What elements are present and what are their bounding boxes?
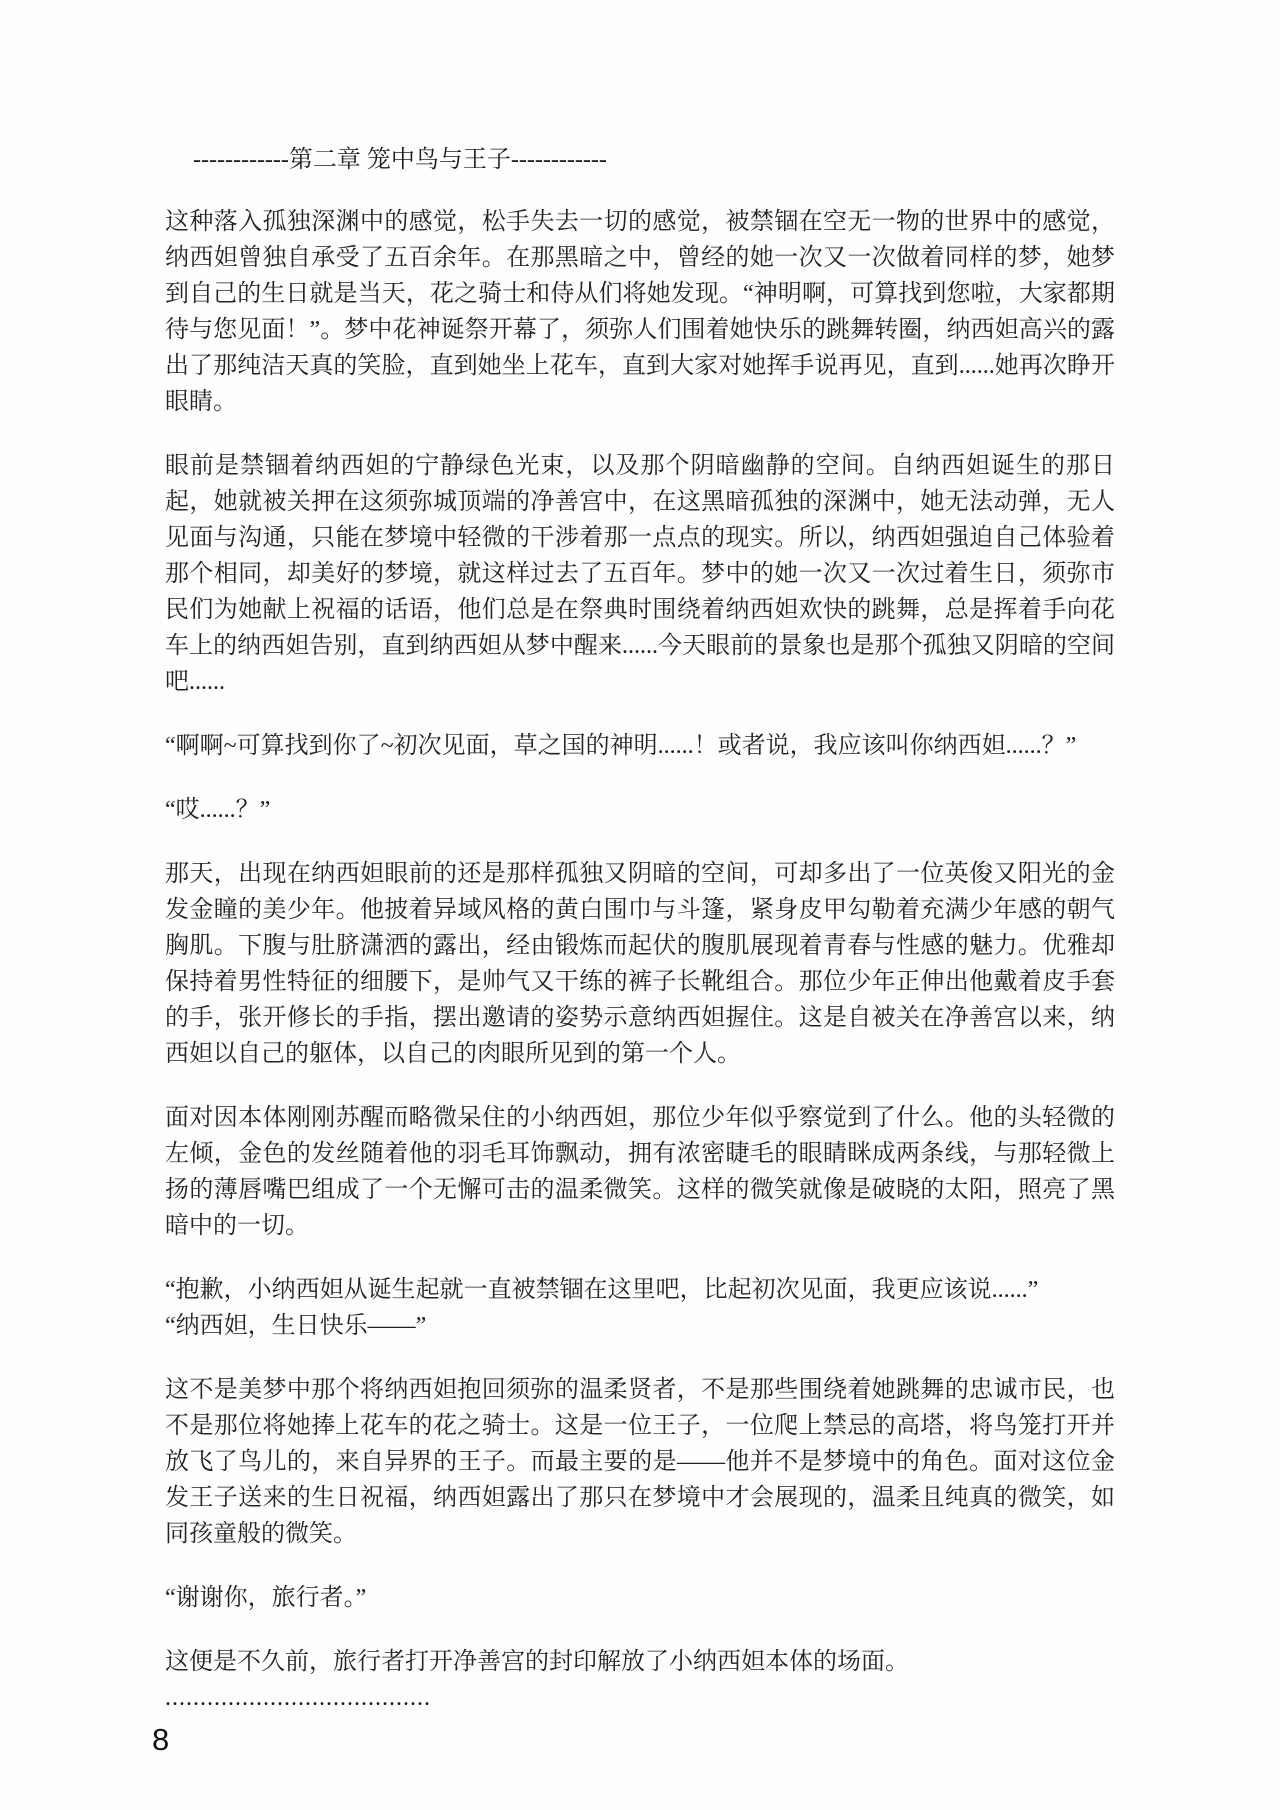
body-paragraph: 面对因本体刚刚苏醒而略微呆住的小纳西妲，那位少年似乎察觉到了什么。他的头轻微的左倾，金色的发丝随着他的羽毛耳饰飘动，拥有浓密睫毛的眼睛眯成两条线，与那轻微上扬的薄唇嘴巴组成了一个无懈可击的温柔微笑。这样的微笑就像是破晓的太阳，照亮了黑暗中的一切。 bbox=[165, 1105, 1115, 1239]
dialogue-paragraph: “纳西妲，生日快乐——” bbox=[165, 1313, 427, 1339]
chapter-heading: ------------第二章 笼中鸟与王子------------ bbox=[193, 147, 607, 173]
body-paragraph: 这不是美梦中那个将纳西妲抱回须弥的温柔贤者，不是那些围绕着她跳舞的忠诚市民，也不是那位将她捧上花车的花之骑士。这是一位王子，一位爬上禁忌的高塔，将鸟笼打开并放飞了鸟儿的，来自异界的王子。而最主要的是——他并不是梦境中的角色。面对这位金发王子送来的生日祝福，纳西妲露出了那只在梦境中才会展现的，温柔且纯真的微笑，如同孩童般的微笑。 bbox=[165, 1377, 1115, 1547]
dialogue-paragraph: “抱歉，小纳西妲从诞生起就一直被禁锢在这里吧，比起初次见面，我更应该说......” bbox=[165, 1277, 1039, 1303]
body-paragraph: 这便是不久前，旅行者打开净善宫的封印解放了小纳西妲本体的场面。 bbox=[165, 1649, 909, 1675]
page-content bbox=[165, 204, 1115, 1716]
dialogue-paragraph: “谢谢你，旅行者。” bbox=[165, 1585, 367, 1611]
dialogue-paragraph: “啊啊~可算找到你了~初次见面，草之国的神明......！或者说，我应该叫你纳西妲......？” bbox=[165, 733, 1077, 759]
dialogue-paragraph: “哎......？” bbox=[165, 797, 271, 823]
body-paragraph: 那天，出现在纳西妲眼前的还是那样孤独又阴暗的空间，可却多出了一位英俊又阳光的金发金瞳的美少年。他披着异域风格的黄白围巾与斗篷，紧身皮甲勾勒着充满少年感的朝气胸肌。下腹与肚脐潇洒的露出，经由锻炼而起伏的腹肌展现着青春与性感的魅力。优雅却保持着男性特征的细腰下，是帅气又干练的裤子长靴组合。那位少年正伸出他戴着皮手套的手，张开修长的手指，摆出邀请的姿势示意纳西妲握住。这是自被关在净善宫以来，纳西妲以自己的躯体，以自己的肉眼所见到的第一个人。 bbox=[165, 861, 1115, 1067]
body-paragraph: 眼前是禁锢着纳西妲的宁静绿色光束，以及那个阴暗幽静的空间。自纳西妲诞生的那日起，她就被关押在这须弥城顶端的净善宫中，在这黑暗孤独的深渊中，她无法动弹，无人见面与沟通，只能在梦境中轻微的干涉着那一点点的现实。所以，纳西妲强迫自己体验着那个相同，却美好的梦境，就这样过去了五百年。梦中的她一次又一次过着生日，须弥市民们为她献上祝福的话语，他们总是在祭典时围绕着纳西妲欢快的跳舞，总是挥着手向花车上的纳西妲告别，直到纳西妲从梦中醒来......今天眼前的景象也是那个孤独又阴暗的空间吧...... bbox=[165, 453, 1115, 695]
body-paragraph: 这种落入孤独深渊中的感觉，松手失去一切的感觉，被禁锢在空无一物的世界中的感觉，纳西妲曾独自承受了五百余年。在那黑暗之中，曾经的她一次又一次做着同样的梦，她梦到自己的生日就是当天，花之骑士和侍从们将她发现。“神明啊，可算找到您啦，大家都期待与您见面！”。梦中花神诞祭开幕了，须弥人们围着她快乐的跳舞转圈，纳西妲高兴的露出了那纯洁天真的笑脸，直到她坐上花车，直到大家对她挥手说再见，直到......她再次睁开眼睛。 bbox=[165, 209, 1115, 415]
page-number: 8 bbox=[152, 1722, 170, 1757]
ellipsis-separator: ...................................... bbox=[165, 1685, 431, 1711]
